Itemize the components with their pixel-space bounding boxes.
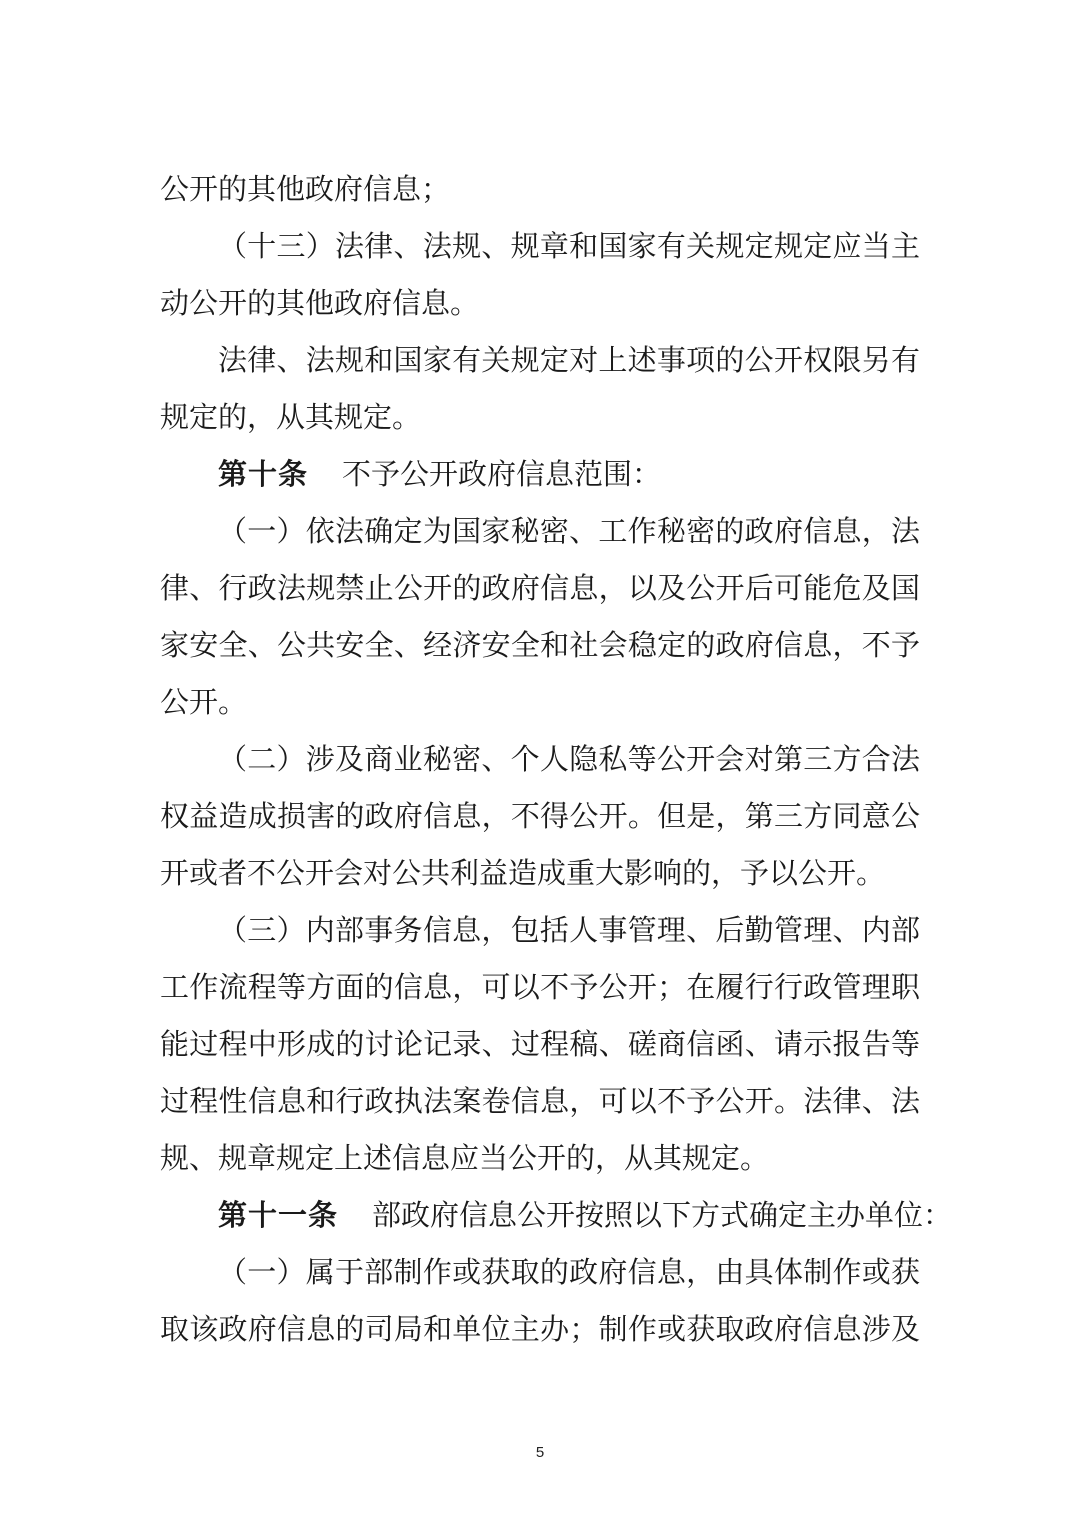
text-line: 法律、法规和国家有关规定对上述事项的公开权限另有 xyxy=(218,343,920,377)
text-line: 家安全、公共安全、经济安全和社会稳定的政府信息，不予 xyxy=(160,628,920,662)
text-line: （三）内部事务信息，包括人事管理、后勤管理、内部 xyxy=(218,913,920,947)
text-line: 过程性信息和行政执法案卷信息，可以不予公开。法律、法 xyxy=(160,1084,920,1118)
document-body xyxy=(160,161,953,1358)
text-line: （二）涉及商业秘密、个人隐私等公开会对第三方合法 xyxy=(218,742,920,776)
page-number: 5 xyxy=(535,1444,545,1461)
text-line: 能过程中形成的讨论记录、过程稿、磋商信函、请示报告等 xyxy=(160,1027,920,1061)
text-line: 公开。 xyxy=(160,685,248,719)
article-heading: 第十条 xyxy=(218,457,309,491)
text-line: 律、行政法规禁止公开的政府信息，以及公开后可能危及国 xyxy=(160,571,920,605)
article-heading: 第十一条 xyxy=(218,1198,339,1232)
text-line: （一）属于部制作或获取的政府信息，由具体制作或获 xyxy=(218,1255,920,1289)
text-line: 公开的其他政府信息； xyxy=(160,172,451,206)
text-line: 规定的，从其规定。 xyxy=(160,400,422,434)
article-title-text: 不予公开政府信息范围： xyxy=(342,457,662,491)
text-line: 权益造成损害的政府信息，不得公开。但是，第三方同意公 xyxy=(160,799,920,833)
text-line: 动公开的其他政府信息。 xyxy=(160,286,480,320)
article-10-line xyxy=(160,446,920,503)
text-line: 工作流程等方面的信息，可以不予公开；在履行行政管理职 xyxy=(160,970,920,1004)
text-line: 规、规章规定上述信息应当公开的，从其规定。 xyxy=(160,1141,770,1175)
text-line: （十三）法律、法规、规章和国家有关规定规定应当主 xyxy=(218,229,920,263)
text-line: 取该政府信息的司局和单位主办；制作或获取政府信息涉及 xyxy=(160,1312,920,1346)
article-title-text: 部政府信息公开按照以下方式确定主办单位： xyxy=(372,1198,953,1232)
text-line: （一）依法确定为国家秘密、工作秘密的政府信息，法 xyxy=(218,514,920,548)
text-line: 开或者不公开会对公共利益造成重大影响的，予以公开。 xyxy=(160,856,886,890)
article-11-line xyxy=(160,1187,953,1244)
